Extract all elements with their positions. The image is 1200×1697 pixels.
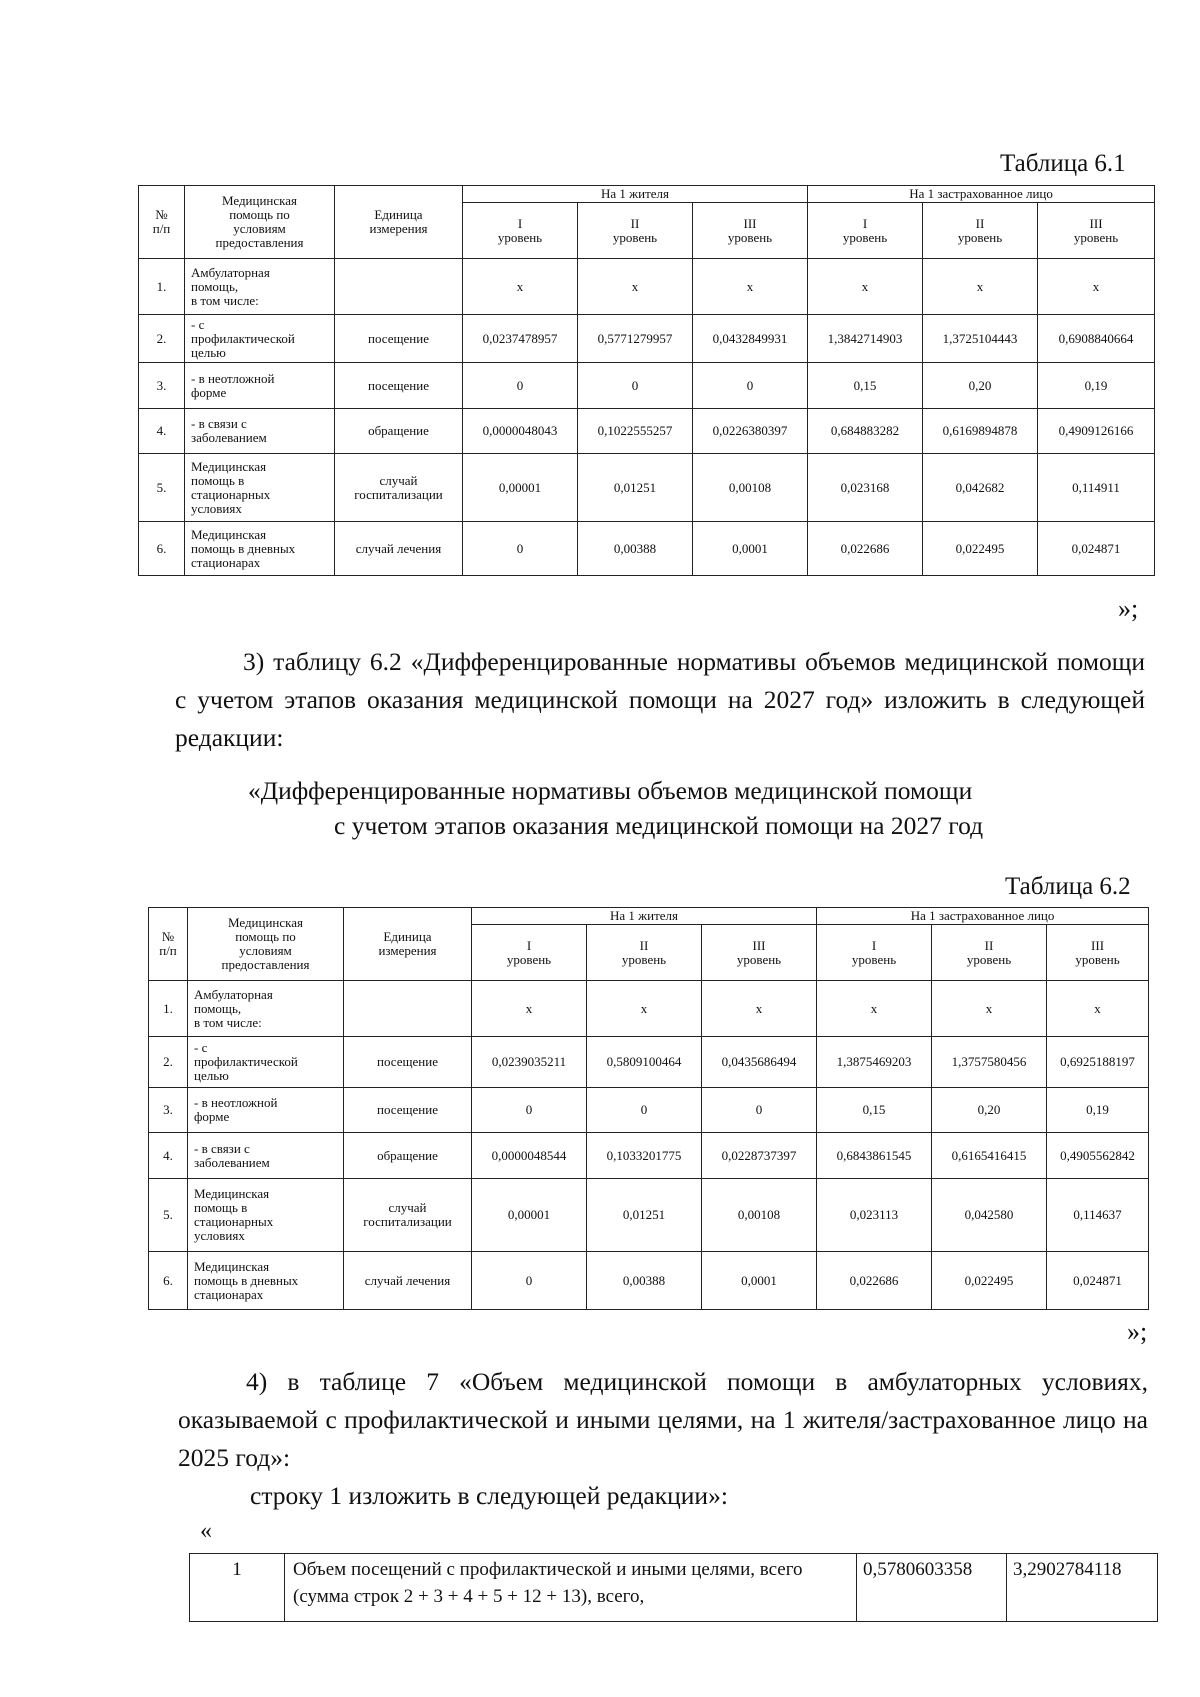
section-title-line1: «Дифференцированные нормативы объемов медицинской помощи bbox=[248, 776, 973, 805]
row-num: 4. bbox=[149, 1133, 188, 1179]
row-care: Амбулаторная помощь, в том числе: bbox=[188, 981, 344, 1037]
header-level: II уровень bbox=[587, 925, 702, 981]
row-value: 0 bbox=[463, 363, 578, 409]
header-level: I уровень bbox=[808, 203, 923, 259]
row-value: х bbox=[472, 981, 587, 1037]
row-value: 0,00108 bbox=[693, 454, 808, 522]
row-value: 0,00001 bbox=[472, 1179, 587, 1252]
row-value: х bbox=[808, 259, 923, 315]
header-per-insured: На 1 застрахованное лицо bbox=[817, 908, 1149, 925]
header-row bbox=[149, 908, 1149, 925]
row-care: Амбулаторная помощь, в том числе: bbox=[185, 259, 335, 315]
table-7-row bbox=[189, 1553, 1158, 1622]
row-value: 0,022686 bbox=[817, 1252, 932, 1310]
row-value: 0,5809100464 bbox=[587, 1037, 702, 1088]
row-value: 0,024871 bbox=[1038, 522, 1155, 576]
row-unit bbox=[335, 259, 463, 315]
row-care: - в неотложной форме bbox=[188, 1088, 344, 1133]
table-6-2-caption: Таблица 6.2 bbox=[1005, 873, 1131, 900]
row-care: - в неотложной форме bbox=[185, 363, 335, 409]
row-value: 0,5771279957 bbox=[578, 315, 693, 363]
row-unit: посещение bbox=[344, 1088, 472, 1133]
row-num: 1. bbox=[139, 259, 185, 315]
row-value: 0,6165416415 bbox=[932, 1133, 1047, 1179]
row-value: х bbox=[578, 259, 693, 315]
header-per-resident: На 1 жителя bbox=[472, 908, 817, 925]
row-value: 0 bbox=[702, 1088, 817, 1133]
table-row bbox=[149, 1133, 1149, 1179]
row-value: 0,0001 bbox=[693, 522, 808, 576]
header-row bbox=[139, 186, 1155, 203]
row-value: х bbox=[923, 259, 1038, 315]
header-level: III уровень bbox=[702, 925, 817, 981]
row-value: 0,00388 bbox=[578, 522, 693, 576]
header-care: Медицинская помощь по условиям предоставления bbox=[185, 186, 335, 259]
row-value: 0,15 bbox=[808, 363, 923, 409]
row-value: 0,19 bbox=[1038, 363, 1155, 409]
row-value: 0,15 bbox=[817, 1088, 932, 1133]
row-value: 0,20 bbox=[923, 363, 1038, 409]
header-level: III уровень bbox=[1038, 203, 1155, 259]
table-row bbox=[139, 522, 1155, 576]
row-value: 0,022686 bbox=[808, 522, 923, 576]
header-level: I уровень bbox=[463, 203, 578, 259]
row-value: 0 bbox=[578, 363, 693, 409]
row-unit: случай госпитализации bbox=[344, 1179, 472, 1252]
row-value: 0,4909126166 bbox=[1038, 409, 1155, 454]
row-value: 0 bbox=[472, 1088, 587, 1133]
table-7-num: 1 bbox=[190, 1554, 285, 1622]
row-value: х bbox=[817, 981, 932, 1037]
row-num: 2. bbox=[139, 315, 185, 363]
row-num: 1. bbox=[149, 981, 188, 1037]
header-per-insured: На 1 застрахованное лицо bbox=[808, 186, 1155, 203]
row-value: х bbox=[587, 981, 702, 1037]
header-num: № п/п bbox=[149, 908, 188, 981]
row-value: х bbox=[1038, 259, 1155, 315]
row-value: 0,0432849931 bbox=[693, 315, 808, 363]
header-level: III уровень bbox=[1047, 925, 1149, 981]
closing-quote-1: »; bbox=[1118, 594, 1139, 623]
row-value: 0,20 bbox=[932, 1088, 1047, 1133]
row-value: 1,3725104443 bbox=[923, 315, 1038, 363]
header-care: Медицинская помощь по условиям предоставления bbox=[188, 908, 344, 981]
opening-quote: « bbox=[200, 1518, 212, 1544]
row-care: Медицинская помощь в дневных стационарах bbox=[188, 1252, 344, 1310]
row-num: 3. bbox=[139, 363, 185, 409]
row-value: 0,01251 bbox=[578, 454, 693, 522]
row-value: 0,022495 bbox=[923, 522, 1038, 576]
row-value: 0,042682 bbox=[923, 454, 1038, 522]
row-value: х bbox=[693, 259, 808, 315]
table-row bbox=[149, 1088, 1149, 1133]
header-level: I уровень bbox=[817, 925, 932, 981]
row-care: - с профилактической целью bbox=[188, 1037, 344, 1088]
paragraph-4-line: строку 1 изложить в следующей редакции»: bbox=[250, 1481, 728, 1510]
row-value: 0,114911 bbox=[1038, 454, 1155, 522]
row-value: 0,0228737397 bbox=[702, 1133, 817, 1179]
table-6-1-caption: Таблица 6.1 bbox=[1000, 150, 1126, 177]
paragraph-3: 3) таблицу 6.2 «Дифференцированные нормативы объемов медицинской помощи с учетом этапов оказания медицинской помощи на 2027 год» изложить в следующей редакции: bbox=[175, 647, 1145, 752]
table-row bbox=[149, 981, 1149, 1037]
table-row bbox=[139, 315, 1155, 363]
paragraph-4: 4) в таблице 7 «Объем медицинской помощи в амбулаторных условиях, оказываемой с профилактической и иными целями, на 1 жителя/застрахованное лицо на 2025 год»: bbox=[178, 1367, 1148, 1472]
row-unit: посещение bbox=[344, 1037, 472, 1088]
row-num: 5. bbox=[149, 1179, 188, 1252]
table-7-value-1: 0,5780603358 bbox=[857, 1554, 1007, 1622]
table-row bbox=[149, 1252, 1149, 1310]
row-care: Медицинская помощь в дневных стационарах bbox=[185, 522, 335, 576]
header-level: I уровень bbox=[472, 925, 587, 981]
row-unit: случай лечения bbox=[335, 522, 463, 576]
row-value: х bbox=[1047, 981, 1149, 1037]
header-unit: Единица измерения bbox=[344, 908, 472, 981]
header-level: II уровень bbox=[932, 925, 1047, 981]
row-value: 1,3757580456 bbox=[932, 1037, 1047, 1088]
row-value: 0,023168 bbox=[808, 454, 923, 522]
row-value: 1,3875469203 bbox=[817, 1037, 932, 1088]
closing-quote-2: »; bbox=[1127, 1317, 1148, 1346]
row-unit: обращение bbox=[335, 409, 463, 454]
header-num: № п/п bbox=[139, 186, 185, 259]
header-level: II уровень bbox=[923, 203, 1038, 259]
row-value: 0,0000048043 bbox=[463, 409, 578, 454]
row-value: 0,00108 bbox=[702, 1179, 817, 1252]
row-value: 1,3842714903 bbox=[808, 315, 923, 363]
row-value: 0 bbox=[472, 1252, 587, 1310]
table-row bbox=[139, 363, 1155, 409]
row-value: 0 bbox=[463, 522, 578, 576]
row-value: х bbox=[702, 981, 817, 1037]
row-value: 0,6908840664 bbox=[1038, 315, 1155, 363]
row-num: 6. bbox=[139, 522, 185, 576]
row-unit: случай госпитализации bbox=[335, 454, 463, 522]
row-value: 0,023113 bbox=[817, 1179, 932, 1252]
row-unit bbox=[344, 981, 472, 1037]
row-value: 0 bbox=[693, 363, 808, 409]
row-num: 3. bbox=[149, 1088, 188, 1133]
section-title-line2: с учетом этапов оказания медицинской помощи на 2027 год bbox=[334, 811, 984, 840]
row-value: 0,0001 bbox=[702, 1252, 817, 1310]
row-value: 0,024871 bbox=[1047, 1252, 1149, 1310]
row-value: 0,0435686494 bbox=[702, 1037, 817, 1088]
row-value: 0,684883282 bbox=[808, 409, 923, 454]
row-value: 0,6169894878 bbox=[923, 409, 1038, 454]
header-level: III уровень bbox=[693, 203, 808, 259]
header-level: II уровень bbox=[578, 203, 693, 259]
row-value: 0,1022555257 bbox=[578, 409, 693, 454]
row-unit: случай лечения bbox=[344, 1252, 472, 1310]
row-care: - в связи с заболеванием bbox=[185, 409, 335, 454]
row-unit: обращение bbox=[344, 1133, 472, 1179]
row-care: Медицинская помощь в стационарных условиях bbox=[185, 454, 335, 522]
row-value: х bbox=[932, 981, 1047, 1037]
row-value: 0,4905562842 bbox=[1047, 1133, 1149, 1179]
row-value: 0,022495 bbox=[932, 1252, 1047, 1310]
row-value: 0,0237478957 bbox=[463, 315, 578, 363]
table-7-text: Объем посещений с профилактической и иными целями, всего (сумма строк 2 + 3 + 4 + 5 + 12 + 13), всего, bbox=[285, 1554, 857, 1622]
row-value: 0,00001 bbox=[463, 454, 578, 522]
table-6-2 bbox=[148, 907, 1149, 1310]
row-num: 4. bbox=[139, 409, 185, 454]
row-num: 5. bbox=[139, 454, 185, 522]
row-care: - с профилактической целью bbox=[185, 315, 335, 363]
row-value: х bbox=[463, 259, 578, 315]
row-value: 0,19 bbox=[1047, 1088, 1149, 1133]
row-value: 0,0239035211 bbox=[472, 1037, 587, 1088]
row-value: 0,0226380397 bbox=[693, 409, 808, 454]
row-num: 6. bbox=[149, 1252, 188, 1310]
row-value: 0,042580 bbox=[932, 1179, 1047, 1252]
row-value: 0 bbox=[587, 1088, 702, 1133]
table-row bbox=[149, 1037, 1149, 1088]
row-value: 0,1033201775 bbox=[587, 1133, 702, 1179]
row-care: Медицинская помощь в стационарных условиях bbox=[188, 1179, 344, 1252]
table-7-value-2: 3,2902784118 bbox=[1007, 1554, 1158, 1622]
row-unit: посещение bbox=[335, 315, 463, 363]
row-value: 0,6925188197 bbox=[1047, 1037, 1149, 1088]
row-value: 0,0000048544 bbox=[472, 1133, 587, 1179]
row-value: 0,00388 bbox=[587, 1252, 702, 1310]
row-unit: посещение bbox=[335, 363, 463, 409]
table-row bbox=[149, 1179, 1149, 1252]
table-7-row-1 bbox=[190, 1554, 1158, 1622]
row-value: 0,01251 bbox=[587, 1179, 702, 1252]
row-care: - в связи с заболеванием bbox=[188, 1133, 344, 1179]
header-unit: Единица измерения bbox=[335, 186, 463, 259]
table-row bbox=[139, 409, 1155, 454]
table-row bbox=[139, 259, 1155, 315]
table-6-1 bbox=[138, 185, 1155, 576]
header-per-resident: На 1 жителя bbox=[463, 186, 808, 203]
row-value: 0,6843861545 bbox=[817, 1133, 932, 1179]
row-num: 2. bbox=[149, 1037, 188, 1088]
row-value: 0,114637 bbox=[1047, 1179, 1149, 1252]
table-row bbox=[139, 454, 1155, 522]
